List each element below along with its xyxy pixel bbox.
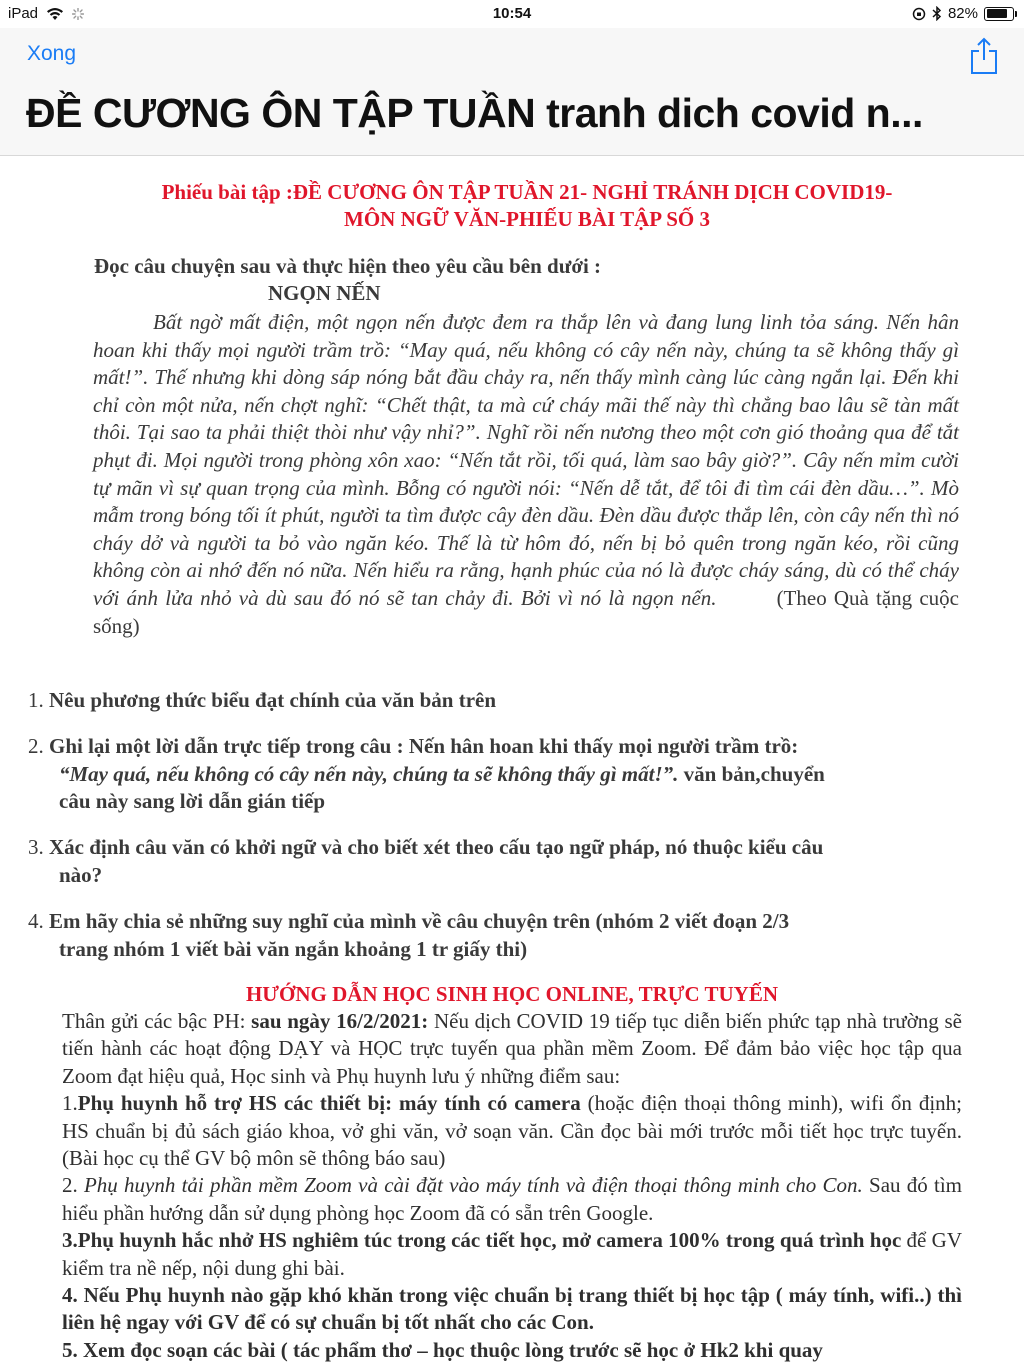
story-source: (Theo Quà tặng cuộc sống) bbox=[93, 585, 959, 638]
online-guide-title: HƯỚNG DẪN HỌC SINH HỌC ONLINE, TRỰC TUYẾN bbox=[245, 982, 779, 1006]
guide-intro-text: Nếu dịch COVID 19 tiếp tục diễn biến phức tạp nhà trường sẽ tiến hành các hoạt động DẠY và HỌC trực tuyến qua phần mềm Zoom. Để đảm bảo việc học tập qua Zoom đạt hiệu quả, Học sinh và Phụ huynh lưu ý những điểm sau: bbox=[62, 1009, 962, 1088]
clock: 10:54 bbox=[492, 5, 532, 22]
guide-item-text: để GV kiểm tra nề nếp, nội dung ghi bài. bbox=[62, 1228, 962, 1280]
question-text: Ghi lại một lời dẫn trực tiếp trong câu : Nến hân hoan khi thấy mọi người trầm trồ: bbox=[49, 734, 799, 758]
story-body: Bất ngờ mất điện, một ngọn nến được đem ra thắp lên và đang lung linh tỏa sáng. Nến hân hoan khi thấy mọi người trầm trồ: “May quá, nếu không có cây nến này, chúng ta sẽ không thấy gì mất!”. Thế nhưng khi dòng sáp nóng bắt đầu chảy ra, nến thấy mình càng lúc càng ngắn lại. Đến khi chỉ còn một nửa, nến chợt nghĩ: “Chết thật, ta mà cứ cháy mãi thế này thì chẳng bao lâu sẽ tàn mất thôi. Tại sao ta phải thiệt thòi như vậy nhỉ?”. Nghĩ rồi nến nương theo một cơn gió thoảng qua để tắt phụt đi. Mọi người trong phòng xôn xao: “Nến tắt rồi, tối quá, làm sao bây giờ?”. Cây nến mỉm cười tự mãn vì sự quan trọng của mình. Bỗng có người nói: “Nến dễ tắt, để tôi đi tìm cái đèn dầu…”. Mò mẫm trong bóng tối ít phút, người ta tìm được cây đèn dầu. Đèn dầu được thắp lên, còn cây nến thì nó cháy dở và người ta bỏ vào ngăn kéo. Thế là từ hôm đó, nến bị bỏ quên trong ngăn kéo, rồi cũng không còn ai nhớ đến nó nữa. Nến hiểu ra rằng, hạnh phúc của nó là được cháy sáng, dù có thể cháy với ánh lửa nhỏ và dù sau đó nó sẽ tan chảy đi. Bởi vì nó là ngọn nến. bbox=[93, 310, 959, 610]
question-number: 1. bbox=[28, 688, 44, 712]
document-title: ĐỀ CƯƠNG ÔN TẬP TUẦN tranh dich covid n... bbox=[26, 90, 923, 136]
question-text: Xác định câu văn có khởi ngữ và cho biết xét theo cấu tạo ngữ pháp, nó thuộc kiểu câu bbox=[49, 835, 824, 859]
question-text: Nêu phương thức biểu đạt chính của văn bản trên bbox=[49, 688, 497, 712]
device-label: iPad bbox=[8, 5, 39, 22]
guide-item-text: (hoặc điện thoại thông minh), wifi ổn định; HS chuẩn bị đủ sách giáo khoa, vở ghi văn, vở soạn văn. Cần đọc bài mới trước mỗi tiết học trực tuyến. (Bài học cụ thể GV bộ môn sẽ thông báo sau) bbox=[62, 1091, 962, 1171]
done-button[interactable]: Xong bbox=[27, 42, 77, 65]
battery-percent: 82% bbox=[947, 5, 978, 22]
guide-item-4 bbox=[62, 1282, 962, 1337]
navigation-bar bbox=[0, 28, 1024, 156]
question-number: 4. bbox=[28, 909, 44, 933]
document-page[interactable] bbox=[0, 157, 1024, 1365]
online-guide-body bbox=[62, 1008, 962, 1364]
question-4 bbox=[28, 908, 968, 963]
guide-item-emphasis: Phụ huynh tải phần mềm Zoom và cài đặt vào máy tính và điện thoại thông minh cho Con. bbox=[83, 1173, 863, 1198]
guide-item-text: Sau đó tìm hiểu phần hướng dẫn sử dụng phòng học Zoom đã có sẵn trên Google. bbox=[62, 1173, 962, 1225]
guide-item-1 bbox=[62, 1090, 962, 1172]
status-right bbox=[912, 5, 1014, 22]
guide-item-text: 4. Nếu Phụ huynh nào gặp khó khăn trong việc chuẩn bị trang thiết bị học tập ( máy tính, wifi..) thì liên hệ ngay với GV để có sự chuẩn bị tốt nhất cho các Con. bbox=[62, 1283, 962, 1335]
guide-item-emphasis: 3.Phụ huynh hắc nhở HS nghiêm túc trong các tiết học, mở camera 100% trong quá trình học bbox=[62, 1228, 902, 1253]
guide-item-emphasis: Phụ huynh hỗ trợ HS các thiết bị: máy tính có camera bbox=[77, 1091, 581, 1116]
guide-paragraph-intro bbox=[62, 1008, 962, 1090]
guide-item-number: 2. bbox=[62, 1173, 84, 1198]
orientation-lock-icon bbox=[912, 7, 926, 21]
quoted-speech: “May quá, nếu không có cây nến này, chúng ta sẽ không thấy gì mất!”. bbox=[59, 761, 679, 786]
guide-item-5 bbox=[62, 1337, 962, 1364]
guide-greeting: Thân gửi các bậc PH: bbox=[62, 1009, 252, 1033]
story-title: NGỌN NẾN bbox=[268, 281, 381, 305]
status-bar bbox=[0, 0, 1024, 28]
story-text bbox=[93, 309, 959, 640]
question-2 bbox=[28, 733, 968, 816]
reading-instruction: Đọc câu chuyện sau và thực hiện theo yêu cầu bên dưới : bbox=[94, 254, 602, 278]
battery-level-fill bbox=[987, 9, 1008, 18]
bluetooth-icon bbox=[932, 6, 942, 21]
worksheet-title-line-2: MÔN NGỮ VĂN-PHIẾU BÀI TẬP SỐ 3 bbox=[344, 207, 710, 231]
question-continuation: nào? bbox=[59, 862, 103, 887]
question-1 bbox=[28, 687, 968, 715]
worksheet-title bbox=[60, 179, 994, 233]
question-text: Em hãy chia sẻ những suy nghĩ của mình về câu chuyện trên (nhóm 2 viết đoạn 2/3 bbox=[49, 909, 790, 933]
question-3 bbox=[28, 834, 968, 889]
question-continuation bbox=[28, 761, 968, 789]
worksheet-title-line-1: Phiếu bài tập :ĐỀ CƯƠNG ÔN TẬP TUẦN 21- NGHỈ TRÁNH DỊCH COVID19- bbox=[161, 180, 893, 204]
question-continuation: câu này sang lời dẫn gián tiếp bbox=[59, 789, 326, 813]
question-number: 2. bbox=[28, 734, 44, 758]
guide-item-3 bbox=[62, 1227, 962, 1282]
question-text-tail: văn bản,chuyển bbox=[678, 761, 825, 786]
question-number: 3. bbox=[28, 835, 44, 859]
guide-item-number: 1. bbox=[62, 1091, 78, 1116]
question-continuation: trang nhóm 1 viết bài văn ngắn khoảng 1 tr giấy thi) bbox=[59, 936, 528, 961]
guide-item-text: 5. Xem đọc soạn các bài ( tác phẩm thơ – học thuộc lòng trước sẽ học ở Hk2 khi quay bbox=[62, 1337, 823, 1362]
guide-item-2 bbox=[62, 1172, 962, 1227]
battery-icon bbox=[984, 7, 1014, 21]
guide-date: sau ngày 16/2/2021: bbox=[251, 1009, 429, 1033]
share-icon[interactable] bbox=[968, 36, 1000, 76]
